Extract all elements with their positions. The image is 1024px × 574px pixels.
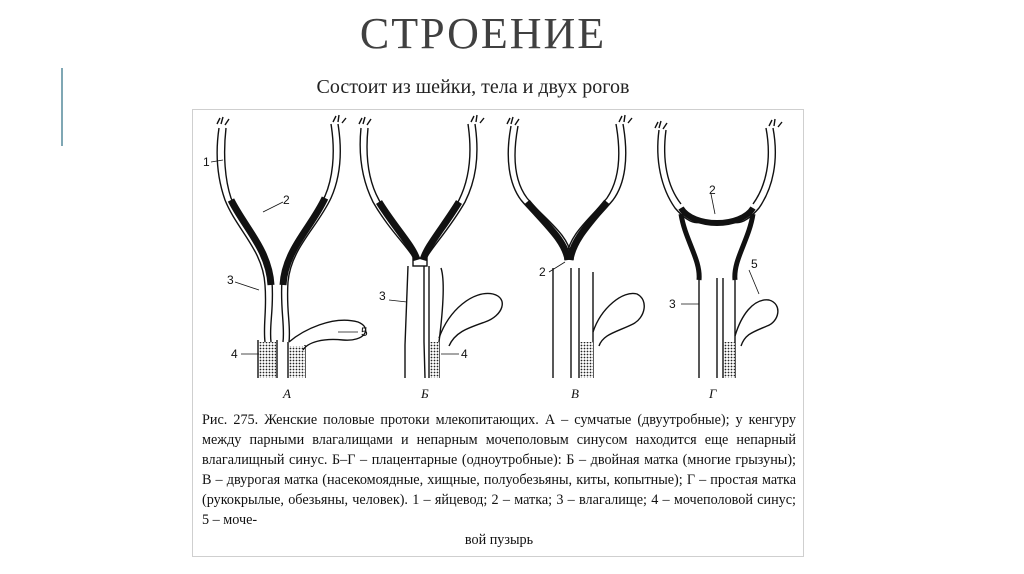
label-2-uterus-a: 2 [283,193,290,207]
label-1-oviduct-a: 1 [203,155,210,169]
label-5-bladder-a: 5 [361,325,368,339]
figure-caption [202,410,796,550]
diagram-svg [193,110,803,410]
slide-subtitle: Состоит из шейки, тела и двух рогов [316,76,630,98]
anatomy-figure [192,109,804,557]
panel-a-diagram [217,115,366,378]
slide-title: СТРОЕНИЕ [359,9,607,58]
panel-label-a: А [283,386,291,401]
label-5-bladder-d: 5 [751,257,758,271]
panel-label-c: В [571,386,579,401]
label-3-vagina-b: 3 [379,289,386,303]
panel-label-b: Б [421,386,429,401]
label-2-uterus-c: 2 [539,265,546,279]
panel-c-labels [539,262,579,401]
caption-last-line: вой пузырь [464,532,534,548]
label-3-vagina-a: 3 [227,273,234,287]
label-4-sinus-a: 4 [231,347,238,361]
panel-d-diagram [655,119,782,378]
label-3-vagina-d: 3 [669,297,676,311]
panel-c-diagram [507,115,644,378]
panel-label-d: Г [709,386,717,401]
label-4-sinus-b: 4 [461,347,468,361]
panel-b-diagram [359,115,502,378]
caption-text: Рис. 275. Женские половые протоки млекопитающих. А – сумчатые (двуутробные); у кенгуру между парными влагалищами и непарным мочеполовым синусом находится еще непарный влагалищный синус. Б–Г – плацентарные (одноутробные): Б – двойная матка (многие грызуны); В – двурогая матка (насекомоядные, хищные, полуобезьяны, киты, копытные); Г – простая матка (рукокрылые, обезьяны, человек). 1 – яйцевод; 2 – матка; 3 – влагалище; 4 – мочеполовой синус; 5 – моче- [202,412,796,528]
label-2-uterus-d: 2 [709,183,716,197]
